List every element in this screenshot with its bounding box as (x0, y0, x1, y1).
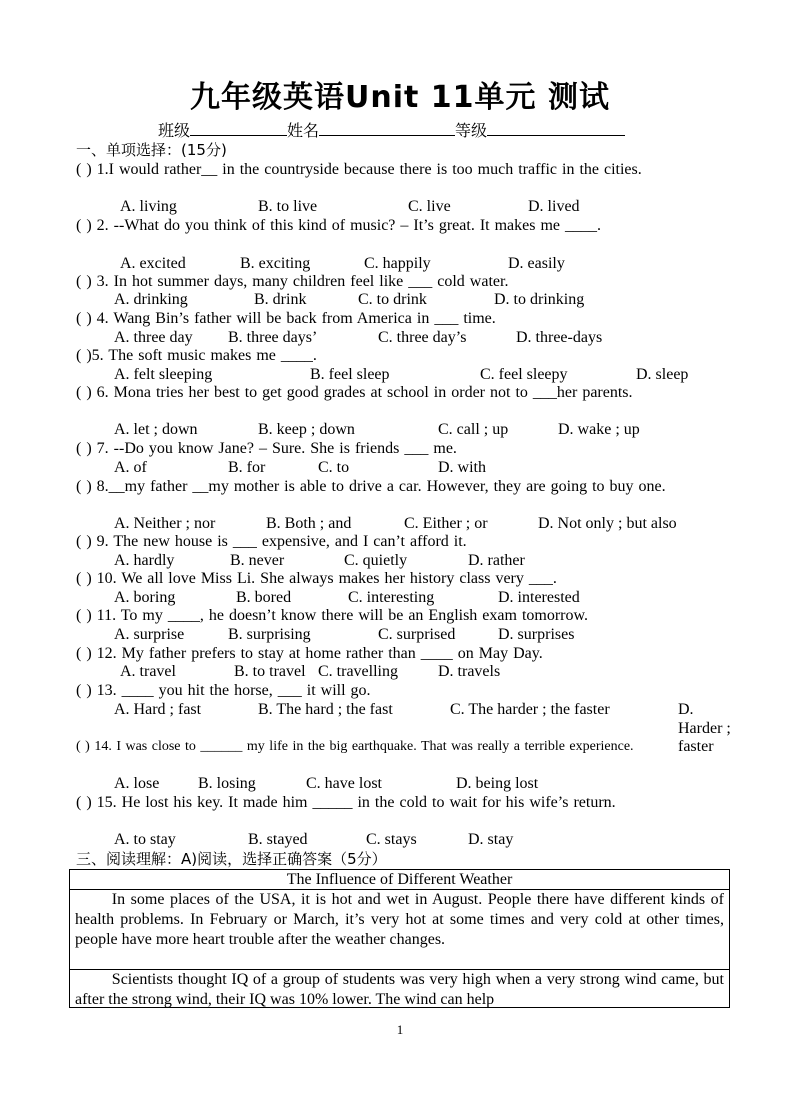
option-b[interactable]: B. The hard ; the fast (258, 701, 393, 718)
page-number: 1 (396, 1022, 404, 1037)
option-d[interactable]: D. Harder ; faster (678, 701, 731, 756)
option-d[interactable]: D. sleep (636, 366, 689, 383)
options-12 (76, 663, 736, 682)
option-a[interactable]: A. of (114, 459, 147, 476)
option-c[interactable]: C. to drink (358, 291, 427, 308)
option-b[interactable]: B. feel sleep (310, 366, 390, 383)
option-b[interactable]: B. never (230, 552, 285, 569)
options-4 (76, 329, 736, 348)
option-b[interactable]: B. to live (258, 198, 318, 215)
question-15: ( ) 15. He lost his key. It made him _____ in the cold to wait for his wife’s return. (76, 794, 616, 811)
option-d[interactable]: D. interested (498, 589, 580, 606)
options-1 (76, 198, 736, 217)
option-a[interactable]: A. Neither ; nor (114, 515, 216, 532)
student-info-line (158, 121, 625, 141)
question-13: ( ) 13. ____ you hit the horse, ___ it will go. (76, 682, 371, 699)
question-1: ( ) 1.I would rather__ in the countryside because there is too much traffic in the cities. (76, 161, 642, 178)
option-c[interactable]: C. surprised (378, 626, 456, 643)
option-c[interactable]: C. The harder ; the faster (450, 701, 610, 718)
option-a[interactable]: A. excited (120, 255, 186, 272)
option-b[interactable]: B. losing (198, 775, 256, 792)
section-heading-3: 三、阅读理解：A)阅读，选择正确答案（5分） (76, 850, 387, 868)
option-c[interactable]: C. Either ; or (404, 515, 488, 532)
options-15 (76, 831, 736, 850)
option-c[interactable]: C. three day’s (378, 329, 467, 346)
question-12: ( ) 12. My father prefers to stay at home rather than ____ on May Day. (76, 645, 543, 662)
grade-label: 等级 (455, 121, 488, 140)
options-7 (76, 459, 736, 478)
option-b[interactable]: B. Both ; and (266, 515, 352, 532)
option-a[interactable]: A. three day (114, 329, 193, 346)
options-8 (76, 515, 736, 534)
options-9 (76, 552, 736, 571)
option-b[interactable]: B. exciting (240, 255, 311, 272)
options-5 (76, 366, 736, 385)
option-d[interactable]: D. lived (528, 198, 580, 215)
class-blank[interactable] (190, 121, 287, 136)
option-a[interactable]: A. living (120, 198, 177, 215)
option-a[interactable]: A. drinking (114, 291, 188, 308)
grade-blank[interactable] (487, 121, 625, 136)
option-a[interactable]: A. felt sleeping (114, 366, 213, 383)
options-2 (76, 255, 736, 274)
question-4: ( ) 4. Wang Bin’s father will be back from America in ___ time. (76, 310, 496, 327)
question-10: ( ) 10. We all love Miss Li. She always makes her history class very ___. (76, 570, 557, 587)
option-c[interactable]: C. quietly (344, 552, 408, 569)
option-a[interactable]: A. surprise (114, 626, 185, 643)
question-6: ( ) 6. Mona tries her best to get good grades at school in order not to ___her parents. (76, 384, 633, 401)
question-7: ( ) 7. --Do you know Jane? – Sure. She is friends ___ me. (76, 440, 457, 457)
option-d[interactable]: D. easily (508, 255, 565, 272)
option-b[interactable]: B. for (228, 459, 266, 476)
option-b[interactable]: B. surprising (228, 626, 311, 643)
option-c[interactable]: C. to (318, 459, 350, 476)
question-2: ( ) 2. --What do you think of this kind of music? – It’s great. It makes me ____. (76, 217, 602, 234)
option-a[interactable]: A. to stay (114, 831, 176, 848)
question-14: ( ) 14. I was close to ______ my life in the big earthquake. That was really a terrible experience. (76, 739, 634, 754)
option-a[interactable]: A. hardly (114, 552, 175, 569)
question-9: ( ) 9. The new house is ___ expensive, and I can’t afford it. (76, 533, 467, 550)
option-c[interactable]: C. call ; up (438, 421, 509, 438)
option-c[interactable]: C. travelling (318, 663, 398, 680)
option-a[interactable]: A. travel (120, 663, 176, 680)
options-11 (76, 626, 736, 645)
option-c[interactable]: C. happily (364, 255, 431, 272)
option-b[interactable]: B. three days’ (228, 329, 318, 346)
options-6 (76, 421, 736, 440)
reading-passage-table (69, 869, 730, 1008)
option-d[interactable]: D. stay (468, 831, 514, 848)
option-a[interactable]: A. lose (114, 775, 160, 792)
option-c[interactable]: C. interesting (348, 589, 435, 606)
question-11: ( ) 11. To my ____, he doesn’t know there will be an English exam tomorrow. (76, 607, 589, 624)
option-b[interactable]: B. keep ; down (258, 421, 355, 438)
page-title: 九年级英语Unit 11单元 测试 (190, 80, 610, 115)
class-label: 班级 (158, 121, 191, 140)
question-3: ( ) 3. In hot summer days, many children feel like ___ cold water. (76, 273, 509, 290)
name-blank[interactable] (319, 121, 455, 136)
option-a[interactable]: A. let ; down (114, 421, 198, 438)
option-d[interactable]: D. rather (468, 552, 525, 569)
reading-paragraph-2: Scientists thought IQ of a group of students was very high when a very strong wind came, but after the strong wind, their IQ was 10% lower. The wind can help (75, 971, 724, 1008)
option-d[interactable]: D. surprises (498, 626, 575, 643)
option-a[interactable]: A. boring (114, 589, 176, 606)
option-b[interactable]: B. stayed (248, 831, 308, 848)
option-d[interactable]: D. Not only ; but also (538, 515, 677, 532)
option-d[interactable]: D. with (438, 459, 486, 476)
reading-paragraph-1: In some places of the USA, it is hot and wet in August. People there have different kinds of health problems. In February or March, it’s very hot at some times and very cold at other times, people have more heart trouble after the weather changes. (70, 890, 729, 970)
option-a[interactable]: A. Hard ; fast (114, 701, 202, 718)
option-c[interactable]: C. live (408, 198, 451, 215)
question-8: ( ) 8.__my father __my mother is able to drive a car. However, they are going to buy one. (76, 478, 666, 495)
option-d[interactable]: D. to drinking (494, 291, 585, 308)
option-b[interactable]: B. bored (236, 589, 292, 606)
question-5: ( )5. The soft music makes me ____. (76, 347, 317, 364)
option-b[interactable]: B. drink (254, 291, 307, 308)
name-label: 姓名 (287, 121, 320, 140)
options-3 (76, 291, 736, 310)
option-c[interactable]: C. have lost (306, 775, 382, 792)
option-b[interactable]: B. to travel (234, 663, 306, 680)
options-14 (76, 775, 736, 794)
option-d[interactable]: D. travels (438, 663, 501, 680)
option-c[interactable]: C. feel sleepy (480, 366, 568, 383)
options-10 (76, 589, 736, 608)
option-d[interactable]: D. wake ; up (558, 421, 640, 438)
option-c[interactable]: C. stays (366, 831, 417, 848)
option-d[interactable]: D. being lost (456, 775, 539, 792)
section-heading-1: 一、单项选择：(15分) (76, 141, 227, 159)
reading-title: The Influence of Different Weather (70, 870, 729, 890)
option-d[interactable]: D. three-days (516, 329, 603, 346)
